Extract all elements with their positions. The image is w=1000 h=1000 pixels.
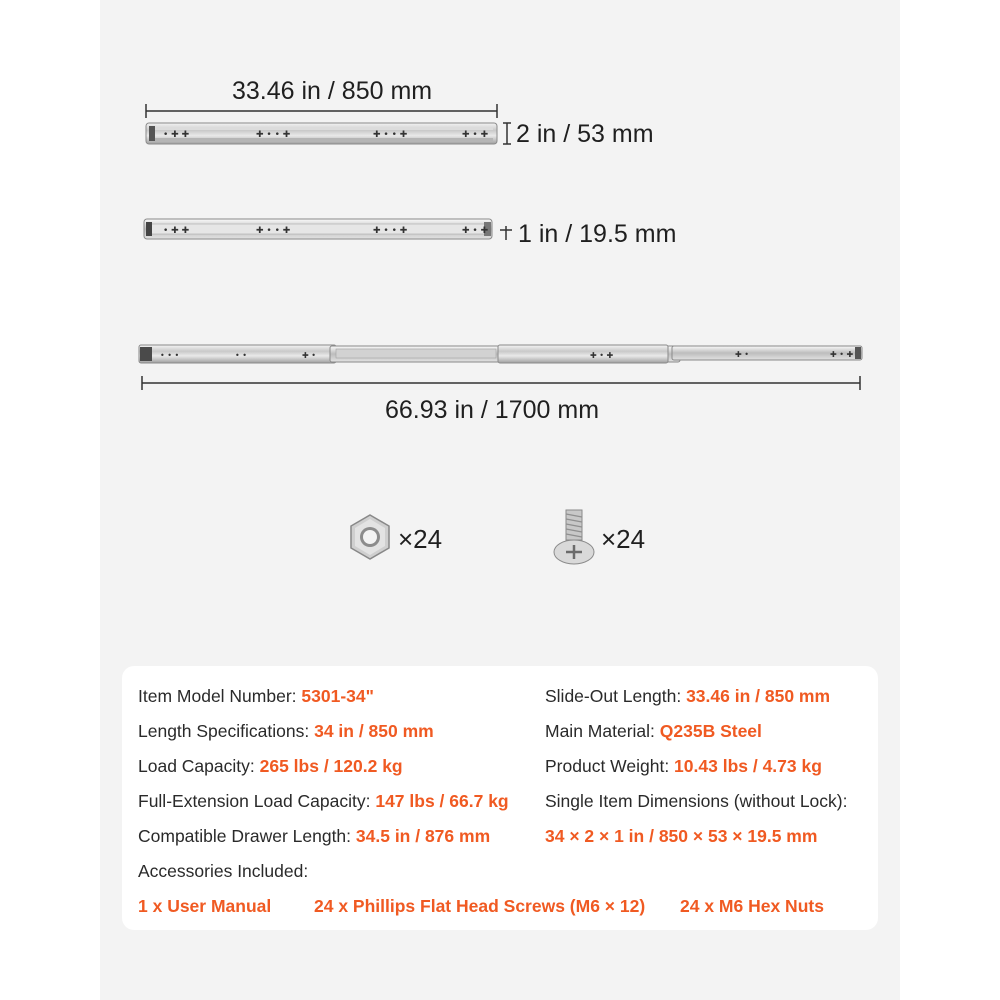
phillips-flat-head-screw-icon xyxy=(552,508,596,566)
spec-compatible-drawer-length: Compatible Drawer Length: 34.5 in / 876 mm xyxy=(138,826,491,846)
spec-product-weight: Product Weight: 10.43 lbs / 4.73 kg xyxy=(545,756,822,776)
svg-text:✚ • • ✚: ✚ • • ✚ xyxy=(373,226,408,236)
screw-qty: ×24 xyxy=(601,524,646,554)
svg-text:✚ • • ✚: ✚ • • ✚ xyxy=(256,226,291,236)
accessory-screws: 24 x Phillips Flat Head Screws (M6 × 12) xyxy=(314,896,646,916)
svg-text:• •: • • xyxy=(235,351,247,360)
accessories-label: Accessories Included: xyxy=(138,861,309,881)
svg-text:✚ • ✚: ✚ • ✚ xyxy=(462,226,489,236)
spec-single-item-dimensions-label: Single Item Dimensions (without Lock): xyxy=(545,791,848,811)
svg-text:✚ • • ✚: ✚ • • ✚ xyxy=(373,130,408,140)
top-dimension-line xyxy=(146,104,497,118)
rail-top-view xyxy=(144,219,512,240)
extended-length-label: 66.93 in / 1700 mm xyxy=(385,396,600,424)
spec-slide-out-length: Slide-Out Length: 33.46 in / 850 mm xyxy=(545,686,831,706)
svg-text:✚ • • ✚: ✚ • • ✚ xyxy=(256,130,291,140)
rail-extended-view xyxy=(139,345,862,390)
spec-full-extension-load-capacity: Full-Extension Load Capacity: 147 lbs / 66.7 kg xyxy=(138,791,509,811)
spec-load-capacity: Load Capacity: 265 lbs / 120.2 kg xyxy=(138,756,403,776)
accessory-user-manual: 1 x User Manual xyxy=(138,896,272,916)
spec-single-item-dimensions-value: 34 × 2 × 1 in / 850 × 53 × 19.5 mm xyxy=(545,826,818,846)
rail-side-view xyxy=(146,123,511,144)
svg-text:✚ • ✚: ✚ • ✚ xyxy=(590,351,614,360)
svg-text:• ✚ ✚: • ✚ ✚ xyxy=(163,130,190,140)
rail-height-label: 2 in / 53 mm xyxy=(516,120,654,148)
rail-diagram xyxy=(0,0,1000,460)
spec-length-specifications: Length Specifications: 34 in / 850 mm xyxy=(138,721,434,741)
accessory-hex-nuts: 24 x M6 Hex Nuts xyxy=(680,896,824,916)
svg-text:✚ • ✚: ✚ • ✚ xyxy=(830,350,854,359)
svg-text:✚ •: ✚ • xyxy=(302,351,316,360)
svg-text:✚ • ✚: ✚ • ✚ xyxy=(462,130,489,140)
hex-nut-qty: ×24 xyxy=(398,524,443,554)
spec-main-material: Main Material: Q235B Steel xyxy=(545,721,762,741)
hex-nut-icon xyxy=(345,512,395,562)
rail-thickness-label: 1 in / 19.5 mm xyxy=(518,220,677,248)
svg-text:✚ •: ✚ • xyxy=(735,350,749,359)
svg-text:• • •: • • • xyxy=(160,351,180,360)
rail-length-label: 33.46 in / 850 mm xyxy=(232,77,433,105)
spec-model-number: Item Model Number: 5301-34" xyxy=(138,686,374,706)
svg-text:• ✚ ✚: • ✚ ✚ xyxy=(163,226,190,236)
